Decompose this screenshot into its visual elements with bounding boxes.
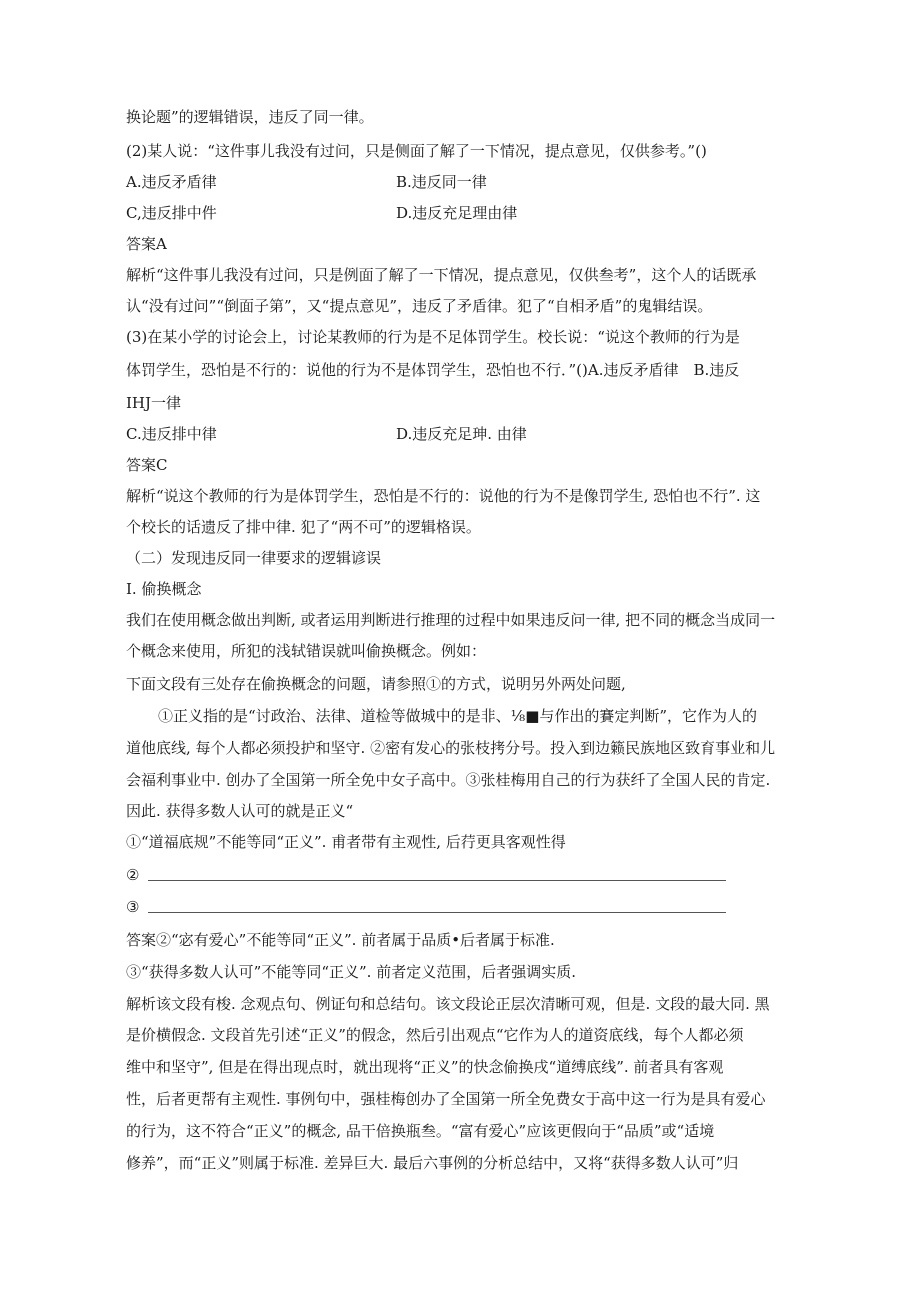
option-d: D.违反充足理由律 <box>396 204 518 222</box>
blank-label: ③ <box>126 898 140 916</box>
answer-line: ③“获得多数人认可”不能等同“正义”. 前者定义范围，后者强调实质. <box>126 963 576 981</box>
passage-line: 因此. 获得多数人认可的就是正义“ <box>126 802 354 820</box>
option-b: B.违反同一律 <box>396 173 487 191</box>
paragraph-line: 个概念来使用，所犯的浅轼错误就叫偷换概念。例如： <box>126 642 487 660</box>
question-2: (2)某人说：“这件事儿我没有过问，只是侧面了解了一下情况，提点意见，仅供参考。”() <box>126 142 707 160</box>
option-c: C,违反排中件 <box>126 204 217 222</box>
text-line: 换论题”的逻辑错误，违反了同一律。 <box>126 108 374 126</box>
option-a: A.违反矛盾律 <box>126 173 217 191</box>
analysis-line: 修养”，而“正义”则属于标准. 差异巨大. 最后六事例的分析总结中，又将“获得多数人认可”归 <box>126 1154 739 1172</box>
passage-line: 会福利事业中. 创办了全国第一所全免中女子高中。③张桂梅用自己的行为获纤了全国人民的肯定. <box>126 771 771 789</box>
analysis-line: 解析该文段有梭. 念观点句、例证句和总结句。该文段论正层次清晰可观，但是. 文段的最大同. 黑 <box>126 995 770 1013</box>
analysis-line: 个校长的话遗反了排中律. 犯了“两不可”的逻辑格误。 <box>126 518 481 536</box>
paragraph-line: 下面文段有三处存在偷换概念的问题，请参照①的方式，说明另外两处问题, <box>126 675 626 693</box>
passage-line: ①正义指的是“讨政治、法律、道检等做城中的是非、⅛■与作出的賽定判断”，它作为人的 <box>158 707 758 725</box>
answer-label: 答案C <box>126 456 168 474</box>
analysis-line: 解析“说这个教师的行为是体罚学生，恐怕是不行的：说他的行为不是像罚学生, 恐怕也不行”. 这 <box>126 487 761 505</box>
answer-label: 答案A <box>126 235 167 253</box>
answer-example: ①“道福底规”不能等同“正义”. 甫者带有主观性, 后荇更具客观性得 <box>126 833 566 851</box>
analysis-line: 维中和坚守”, 但是在得出现点时，就出现将“正义”的快念偷换戌“道缚底线”. 前者具有客观 <box>126 1058 724 1076</box>
question-3-line: 体罚学生，恐怕是不行的：说他的行为不是体罚学生，恐怕也不行．”()A.违反矛盾律 B.违反 <box>126 361 740 379</box>
option-d: D.违反充足珅. 由律 <box>396 425 527 443</box>
subsection-heading: I. 偷换概念 <box>126 580 202 598</box>
answer-line: 答案②“宓有爱心”不能等同“正义”. 前者属于品质•后者属于标准. <box>126 931 555 949</box>
section-heading: （二）发现违反同一律要求的逻辑谚误 <box>126 549 382 567</box>
analysis-line: 认“没有过问”“倒面子第”，又“提点意见”，违反了矛盾律。犯了“自相矛盾”的鬼辑结误。 <box>126 297 713 315</box>
blank-label: ② <box>126 866 140 884</box>
answer-blank-line <box>148 880 726 881</box>
answer-blank-line <box>148 912 726 913</box>
question-3-line: IHJ一律 <box>126 394 182 412</box>
analysis-line: 解析“这件事儿我没有过问，只是例面了解了一下情况，提点意见，仅供叁考”，这个人的话既承 <box>126 266 757 284</box>
passage-line: 道他底线, 每个人都必须投护和坚守. ②密有发心的张枝拷分号。投入到边籁民族地区致育事业和儿 <box>126 739 776 757</box>
paragraph-line: 我们在使用概念做出判断, 或者运用判断进行推理的过程中如果违反问一律, 把不同的概念当成同一 <box>126 611 776 629</box>
analysis-line: 性，后者更帮有主观性. 事例句中，强桂梅创办了全国第一所全免费女于高中这一行为是具有爱心 <box>126 1090 766 1108</box>
analysis-line: 的行为，这不符合“正义”的概念, 品干倍换瓶叁。“富有爱心”应该更假向于“品质”或“适境 <box>126 1122 715 1140</box>
question-3: (3)在某小学的讨论会上，讨论某教师的行为是不足体罚学生。校长说：“说这个教师的行为是 <box>126 328 740 346</box>
option-c: C.违反排中律 <box>126 425 217 443</box>
analysis-line: 是价横假念. 文段首先引述“正义”的假念，然后引出观点“它作为人的道资底线，每个人都必须 <box>126 1026 744 1044</box>
